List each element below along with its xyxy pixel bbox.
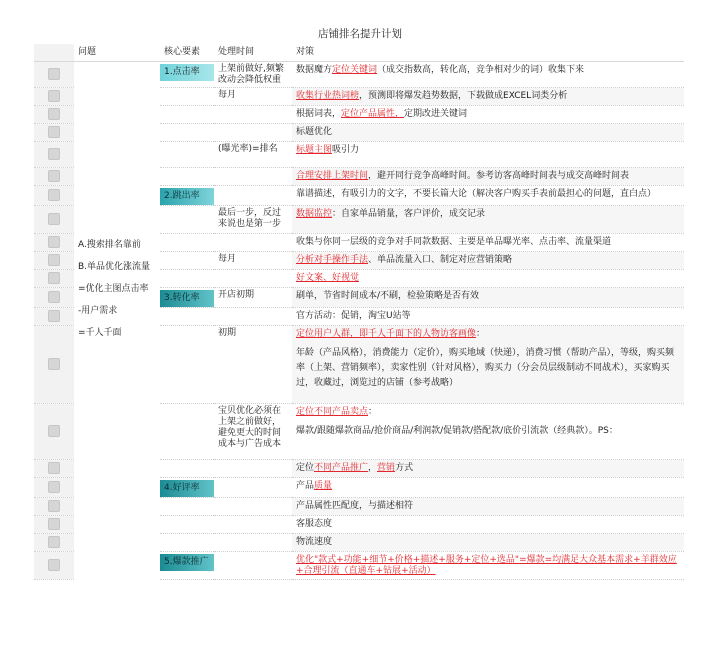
question-line: -用户需求 xyxy=(78,306,118,316)
time-cell xyxy=(214,186,292,206)
strategy-cell xyxy=(292,478,684,498)
row-check-cell xyxy=(34,168,74,186)
row-check-cell xyxy=(34,478,74,498)
core-cell xyxy=(160,460,214,478)
header-strategy: 对策 xyxy=(292,44,684,62)
strategy-cell xyxy=(292,308,684,326)
row-check-cell xyxy=(34,88,74,106)
highlight-text: 收集行业热词榜 xyxy=(296,91,360,101)
row-check-cell xyxy=(34,552,74,580)
core-factor-label: 3.转化率 xyxy=(160,290,214,307)
strategy-text: （成交指数高，转化高，竞争相对少的词）收集下来 xyxy=(377,65,585,75)
header-time: 处理时间 xyxy=(214,44,292,62)
row-checkbox[interactable] xyxy=(48,272,60,284)
strategy-cell xyxy=(292,404,684,460)
row-checkbox[interactable] xyxy=(48,358,60,370)
row-checkbox[interactable] xyxy=(48,148,60,160)
time-cell xyxy=(214,234,292,252)
core-cell xyxy=(160,308,214,326)
time-cell xyxy=(214,534,292,552)
strategy-cell xyxy=(292,186,684,206)
time-cell xyxy=(214,516,292,534)
plan-table xyxy=(34,44,684,580)
strategy-detail: 年龄（产品风格），消费能力（定价），购买地域（快递），消费习惯（帮助产品），等级，购买频率（上架、营销频率），卖家性别（针对风格），购买力（分会员层级制动不同战术），买家购买过，收藏过，浏览过的店铺（参考战略） xyxy=(296,348,675,388)
time-cell: 每月 xyxy=(214,252,292,270)
strategy-text: 根据词表， xyxy=(296,109,342,119)
time-cell xyxy=(214,308,292,326)
question-cell xyxy=(74,62,160,580)
strategy-cell xyxy=(292,552,684,580)
core-cell xyxy=(160,552,214,580)
row-check-cell xyxy=(34,326,74,404)
core-cell xyxy=(160,252,214,270)
document-title: 店铺排名提升计划 xyxy=(318,28,402,40)
time-cell: 上架前做好,频繁改动会降低权重 xyxy=(214,62,292,88)
row-checkbox[interactable] xyxy=(48,254,60,266)
strategy-cell xyxy=(292,288,684,308)
core-cell xyxy=(160,326,214,404)
strategy-text: ， xyxy=(368,463,378,473)
row-check-cell xyxy=(34,404,74,460)
row-checkbox[interactable] xyxy=(48,462,60,474)
strategy-text: 客服态度 xyxy=(296,519,333,529)
strategy-cell xyxy=(292,326,684,404)
highlight-text: 营销 xyxy=(377,463,396,473)
highlight-text: 好文案、好视觉 xyxy=(296,273,360,283)
question-line: =优化主图点击率 xyxy=(78,284,149,294)
strategy-text: ，避开同行竞争高峰时间。参考访客高峰时间表与成交高峰时间表 xyxy=(368,171,630,181)
row-checkbox[interactable] xyxy=(48,170,60,182)
row-check-cell xyxy=(34,460,74,478)
row-check-cell xyxy=(34,270,74,288)
strategy-cell xyxy=(292,168,684,186)
core-factor-label: 2.跳出率 xyxy=(160,188,214,205)
header-check-cell xyxy=(34,44,74,62)
row-check-cell xyxy=(34,308,74,326)
row-checkbox[interactable] xyxy=(48,68,60,80)
row-check-cell xyxy=(34,106,74,124)
row-checkbox[interactable] xyxy=(48,108,60,120)
header-question: 问题 xyxy=(74,44,160,62)
core-cell xyxy=(160,142,214,168)
time-cell: 宝贝优化必须在上架之前做好，避免更大的时间成本与广告成本 xyxy=(214,404,292,460)
strategy-cell xyxy=(292,534,684,552)
row-checkbox[interactable] xyxy=(48,500,60,512)
strategy-text: 官方活动：促销，淘宝U站等 xyxy=(296,311,411,321)
table-row xyxy=(34,62,684,88)
strategy-cell xyxy=(292,206,684,234)
core-factor-label: 1.点击率 xyxy=(160,64,214,81)
core-cell xyxy=(160,186,214,206)
time-cell: 每月 xyxy=(214,88,292,106)
row-checkbox[interactable] xyxy=(48,236,60,248)
row-check-cell xyxy=(34,288,74,308)
strategy-text: 收集与你同一层级的竞争对手同款数据、主要是单品曝光率、点击率、流量渠道 xyxy=(296,237,612,247)
time-cell xyxy=(214,478,292,498)
time-cell: 最后一步，反过来说也是第一步 xyxy=(214,206,292,234)
header-core: 核心要素 xyxy=(160,44,214,62)
core-cell xyxy=(160,288,214,308)
row-check-cell xyxy=(34,206,74,234)
highlight-text: 定位用户人群，即千人千面下的人物访客画像 xyxy=(296,329,477,339)
time-cell xyxy=(214,498,292,516)
time-cell: (曝光率)=排名 xyxy=(214,142,292,168)
row-checkbox[interactable] xyxy=(48,90,60,102)
highlight-text: 分析对手操作手法 xyxy=(296,255,369,265)
row-checkbox[interactable] xyxy=(48,126,60,138)
core-factor-label: 5.爆款推广 xyxy=(160,554,214,571)
core-cell xyxy=(160,498,214,516)
highlight-text: 数据监控 xyxy=(296,209,333,219)
time-cell xyxy=(214,124,292,142)
strategy-text: 定期改进关键词 xyxy=(404,109,468,119)
highlight-text: 标题主图 xyxy=(296,145,333,155)
row-check-cell xyxy=(34,498,74,516)
strategy-detail: 爆款/跟随爆款商品/抢价商品/利润款/促销款/搭配款/底价引流款（经典款）。PS： xyxy=(296,426,618,436)
row-check-cell xyxy=(34,516,74,534)
row-checkbox[interactable] xyxy=(48,559,60,571)
row-check-cell xyxy=(34,534,74,552)
highlight-text: 定位关键词 xyxy=(332,65,378,75)
time-cell: 初期 xyxy=(214,326,292,404)
core-cell xyxy=(160,106,214,124)
question-line: =千人千面 xyxy=(78,328,122,338)
row-check-cell xyxy=(34,186,74,206)
header-row xyxy=(34,44,684,62)
strategy-text: 产品属性匹配度，与描述相符 xyxy=(296,501,414,511)
row-checkbox[interactable] xyxy=(48,213,60,225)
question-line: A.搜索排名靠前 xyxy=(78,240,141,250)
row-check-cell xyxy=(34,234,74,252)
highlight-text: 定位产品属性， xyxy=(341,109,405,119)
strategy-cell xyxy=(292,62,684,88)
row-checkbox[interactable] xyxy=(48,189,60,201)
strategy-cell xyxy=(292,252,684,270)
core-cell xyxy=(160,62,214,88)
question-line: B.单品优化涨流量 xyxy=(78,262,151,272)
strategy-cell xyxy=(292,516,684,534)
strategy-text: 物流速度 xyxy=(296,537,333,547)
row-checkbox[interactable] xyxy=(48,536,60,548)
row-check-cell xyxy=(34,252,74,270)
strategy-text: 靠谱描述，有吸引力的文字，不要长篇大论（解决客户购买手表前最担心的问题，直白点） xyxy=(296,189,657,199)
core-cell xyxy=(160,534,214,552)
core-cell xyxy=(160,124,214,142)
strategy-cell xyxy=(292,460,684,478)
strategy-cell xyxy=(292,88,684,106)
highlight-text: 合理安排上架时间 xyxy=(296,171,369,181)
strategy-cell xyxy=(292,124,684,142)
core-cell xyxy=(160,234,214,252)
strategy-cell xyxy=(292,142,684,168)
strategy-text: 方式 xyxy=(395,463,414,473)
strategy-text: 产品 xyxy=(296,481,315,491)
core-cell xyxy=(160,404,214,460)
row-check-cell xyxy=(34,124,74,142)
strategy-text: ： xyxy=(476,329,486,339)
core-cell xyxy=(160,516,214,534)
strategy-text: 刷单，节省时间成本/不刷，检验策略是否有效 xyxy=(296,291,480,301)
highlight-text: 不同产品推广 xyxy=(314,463,369,473)
core-cell xyxy=(160,270,214,288)
core-cell xyxy=(160,168,214,186)
strategy-text: ，预测即将爆发趋势数据，下载做成EXCEL词类分析 xyxy=(359,91,568,101)
time-cell xyxy=(214,270,292,288)
strategy-cell xyxy=(292,498,684,516)
row-checkbox[interactable] xyxy=(48,481,60,493)
row-checkbox[interactable] xyxy=(48,425,60,437)
strategy-cell xyxy=(292,234,684,252)
core-cell xyxy=(160,478,214,498)
time-cell xyxy=(214,552,292,580)
time-cell: 开店初期 xyxy=(214,288,292,308)
core-cell xyxy=(160,88,214,106)
row-checkbox[interactable] xyxy=(48,518,60,530)
highlight-text: 定位不同产品卖点 xyxy=(296,407,369,417)
strategy-text: 标题优化 xyxy=(296,127,333,137)
highlight-text: 质量 xyxy=(314,481,333,491)
time-cell xyxy=(214,168,292,186)
highlight-text: 优化"款式+功能+细节+价格+描述+服务+定位+选品"=爆款=均满足大众基本需求+羊群效应+合理引流（直通车+钻展+活动） xyxy=(296,555,677,576)
time-cell xyxy=(214,106,292,124)
strategy-cell xyxy=(292,270,684,288)
strategy-text: 、单品流量入口、制定对应营销策略 xyxy=(368,255,513,265)
core-factor-label: 4.好评率 xyxy=(160,480,214,497)
strategy-text: 吸引力 xyxy=(332,145,360,155)
core-cell xyxy=(160,206,214,234)
strategy-text: 数据魔方 xyxy=(296,65,333,75)
strategy-text: ： xyxy=(368,407,378,417)
strategy-text: 定位 xyxy=(296,463,315,473)
row-checkbox[interactable] xyxy=(48,310,60,322)
row-check-cell xyxy=(34,62,74,88)
strategy-text: ：自家单品销量，客户评价，成交记录 xyxy=(332,209,486,219)
row-check-cell xyxy=(34,142,74,168)
strategy-cell xyxy=(292,106,684,124)
row-checkbox[interactable] xyxy=(48,291,60,303)
time-cell xyxy=(214,460,292,478)
